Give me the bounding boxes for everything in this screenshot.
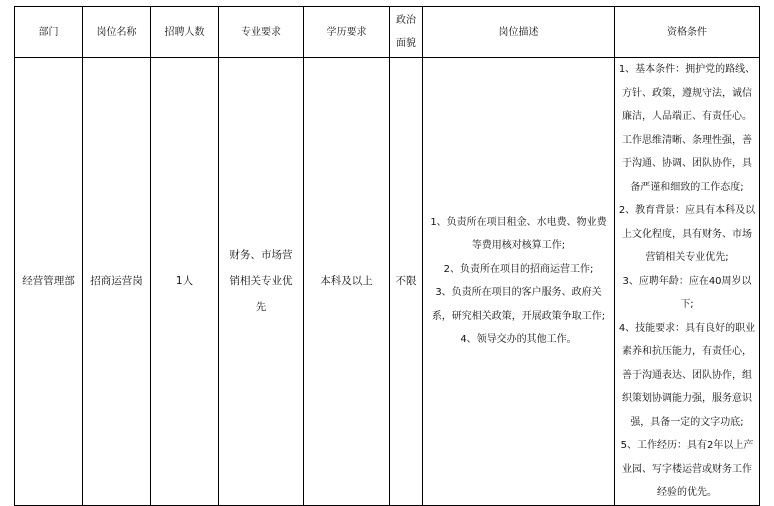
recruitment-table-container	[14, 6, 760, 506]
description-item-4: 4、领导交办的其他工作。	[460, 334, 577, 346]
description-item-2: 2、负责所在项目的招商运营工作;	[443, 263, 594, 275]
header-department: 部门	[15, 7, 83, 58]
header-description: 岗位描述	[423, 7, 615, 58]
cell-qualifications	[615, 58, 760, 506]
header-politics: 政治面貌	[390, 7, 423, 58]
cell-education: 本科及以上	[304, 58, 390, 506]
header-qualifications: 资格条件	[615, 7, 760, 58]
qualification-item-3: 3、应聘年龄：应在40周岁以下;	[622, 275, 752, 310]
cell-headcount: 1人	[151, 58, 219, 506]
cell-department: 经营管理部	[15, 58, 83, 506]
header-major: 专业要求	[219, 7, 304, 58]
description-item-3: 3、负责所在项目的客户服务、政府关系，研究相关政策，开展政策争取工作;	[431, 287, 606, 322]
qualification-item-4: 4、技能要求：具有良好的职业素养和抗压能力，有责任心，善于沟通表达、团队协作，组织策划协调能力强，服务意识强，具备一定的文字功底;	[618, 322, 756, 428]
header-education: 学历要求	[304, 7, 390, 58]
cell-position: 招商运营岗	[83, 58, 151, 506]
cell-description	[423, 58, 615, 506]
header-position: 岗位名称	[83, 7, 151, 58]
cell-major: 财务、市场营销相关专业优先	[219, 58, 304, 506]
qualification-item-1: 1、基本条件：拥护党的路线、方针、政策，遵规守法，诚信廉洁，人品端正、有责任心。工作思维清晰、条理性强，善于沟通、协调、团队协作，具备严谨和细致的工作态度;	[618, 64, 756, 193]
qualification-item-5: 5、工作经历：具有2年以上产业园、写字楼运营或财务工作经验的优先。	[620, 440, 754, 498]
recruitment-table	[14, 6, 760, 506]
qualification-item-2: 2、教育背景：应具有本科及以上文化程度，具有财务、市场营销相关专业优先;	[618, 205, 756, 263]
header-row	[15, 7, 760, 58]
header-headcount: 招聘人数	[151, 7, 219, 58]
description-item-1: 1、负责所在项目租金、水电费、物业费等费用核对核算工作;	[430, 216, 607, 252]
cell-politics: 不限	[390, 58, 423, 506]
table-row	[15, 58, 760, 506]
